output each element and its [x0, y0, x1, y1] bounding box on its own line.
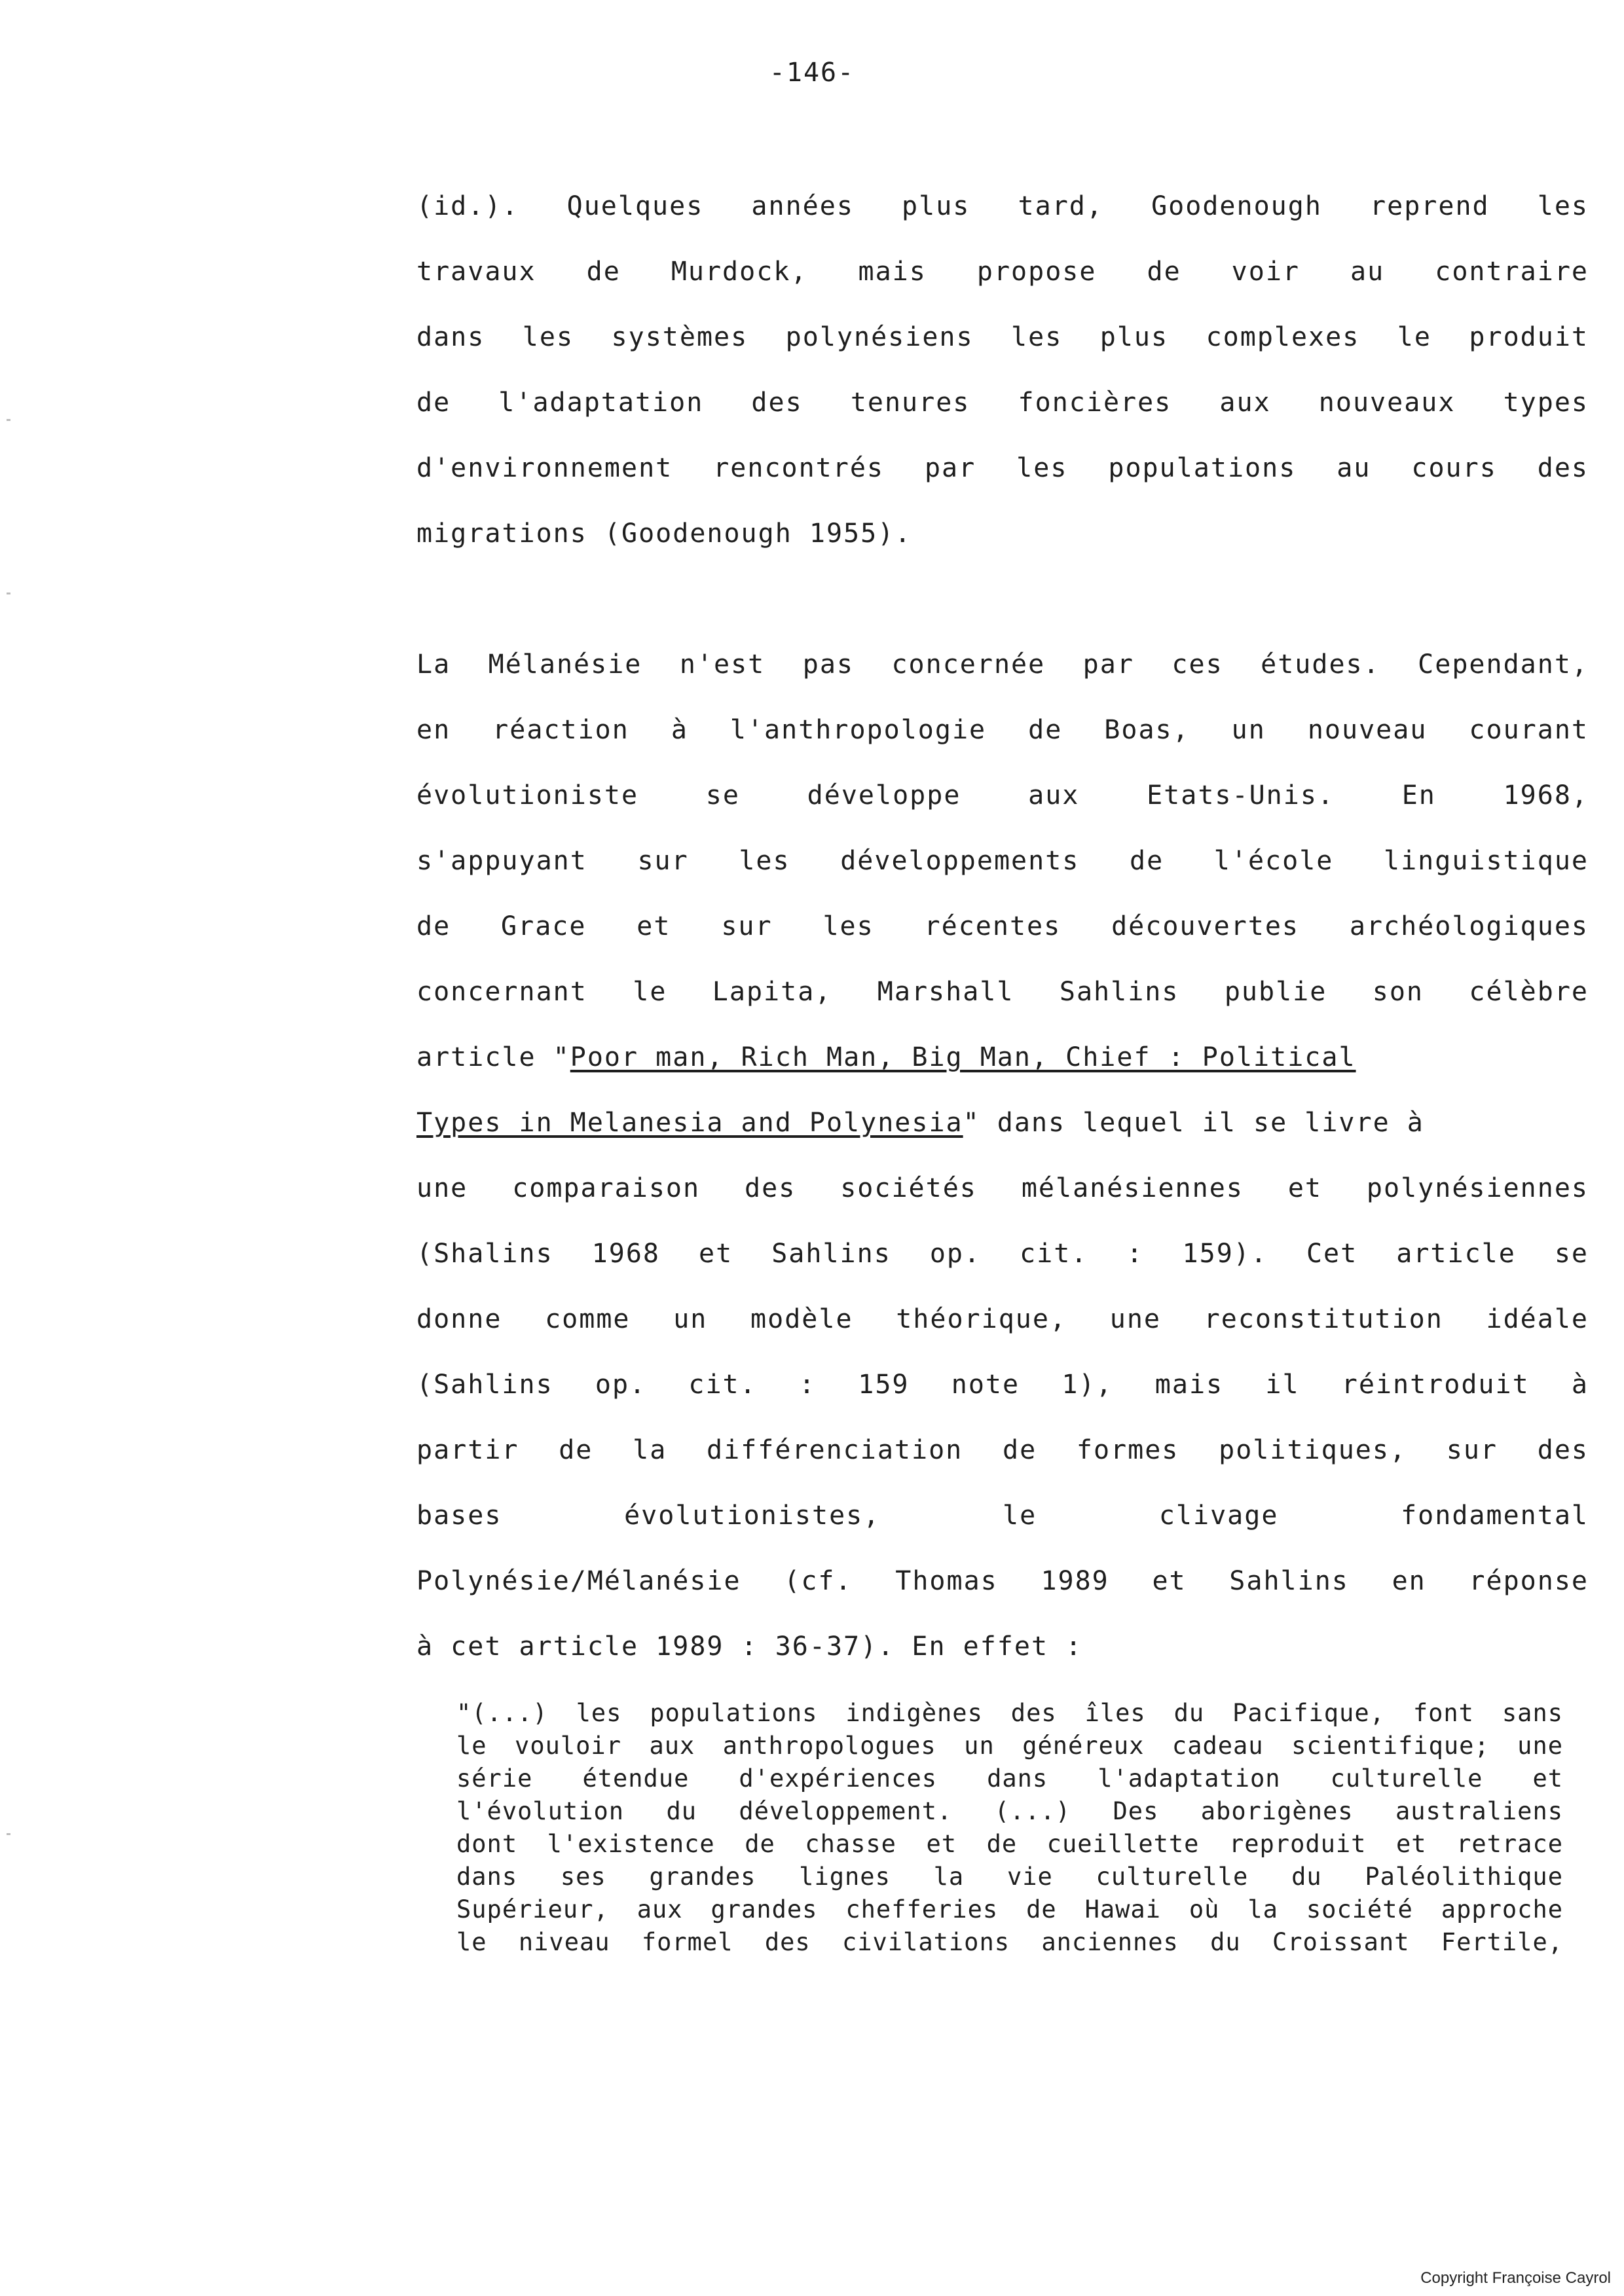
text-line: partir de la différenciation de formes politiques, sur des [416, 1435, 1589, 1465]
quote-line: l'évolution du développement. (...) Des aborigènes australiens [456, 1797, 1563, 1825]
text-line: bases évolutionistes, le clivage fondamental [416, 1501, 1589, 1531]
copyright-notice: Copyright Françoise Cayrol [1420, 2269, 1611, 2287]
text-line: évolutioniste se développe aux Etats-Unis. En 1968, [416, 780, 1589, 811]
text-segment: " dans lequel il se livre à [963, 1108, 1424, 1138]
text-line [416, 1041, 1589, 1074]
text-line: (Sahlins op. cit. : 159 note 1), mais il réintroduit à [416, 1370, 1589, 1400]
scan-mark [7, 592, 10, 594]
text-line: dans les systèmes polynésiens les plus complexes le produit [416, 322, 1589, 352]
text-line: d'environnement rencontrés par les populations au cours des [416, 453, 1589, 483]
text-line: de l'adaptation des tenures foncières aux nouveaux types [416, 388, 1589, 418]
text-line: une comparaison des sociétés mélanésiennes et polynésiennes [416, 1173, 1589, 1203]
text-line: (Shalins 1968 et Sahlins op. cit. : 159). Cet article se [416, 1239, 1589, 1269]
quote-line: le vouloir aux anthropologues un généreux cadeau scientifique; une [456, 1732, 1563, 1760]
page-number: -146- [769, 58, 855, 88]
text-line: (id.). Quelques années plus tard, Goodenough reprend les [416, 191, 1589, 221]
text-line: de Grace et sur les récentes découvertes archéologiques [416, 911, 1589, 941]
text-line: travaux de Murdock, mais propose de voir au contraire [416, 257, 1589, 287]
text-line: donne comme un modèle théorique, une reconstitution idéale [416, 1304, 1589, 1334]
quote-line: dont l'existence de chasse et de cueillette reproduit et retrace [456, 1830, 1563, 1858]
text-line [416, 1106, 1589, 1139]
text-line: La Mélanésie n'est pas concernée par ces études. Cependant, [416, 649, 1589, 680]
text-segment: article " [416, 1042, 570, 1072]
quote-line: dans ses grandes lignes la vie culturelle du Paléolithique [456, 1863, 1563, 1891]
quote-line: Supérieur, aux grandes chefferies de Hawai où la société approche [456, 1895, 1563, 1923]
text-line: en réaction à l'anthropologie de Boas, un nouveau courant [416, 715, 1589, 745]
scan-mark [7, 1833, 10, 1835]
quote-line: série étendue d'expériences dans l'adaptation culturelle et [456, 1764, 1563, 1793]
text-line: s'appuyant sur les développements de l'école linguistique [416, 846, 1589, 876]
text-line: à cet article 1989 : 36-37). En effet : [416, 1631, 1083, 1662]
cited-title: Types in Melanesia and Polynesia [416, 1108, 963, 1138]
text-line: migrations (Goodenough 1955). [416, 519, 912, 549]
text-line: Polynésie/Mélanésie (cf. Thomas 1989 et Sahlins en réponse [416, 1566, 1589, 1596]
quote-line: le niveau formel des civilations anciennes du Croissant Fertile, [456, 1928, 1563, 1956]
text-line: concernant le Lapita, Marshall Sahlins publie son célèbre [416, 977, 1589, 1007]
scan-mark [7, 419, 10, 421]
quote-line: "(...) les populations indigènes des îles du Pacifique, font sans [456, 1699, 1563, 1727]
cited-title: Poor man, Rich Man, Big Man, Chief : Political [570, 1042, 1356, 1072]
